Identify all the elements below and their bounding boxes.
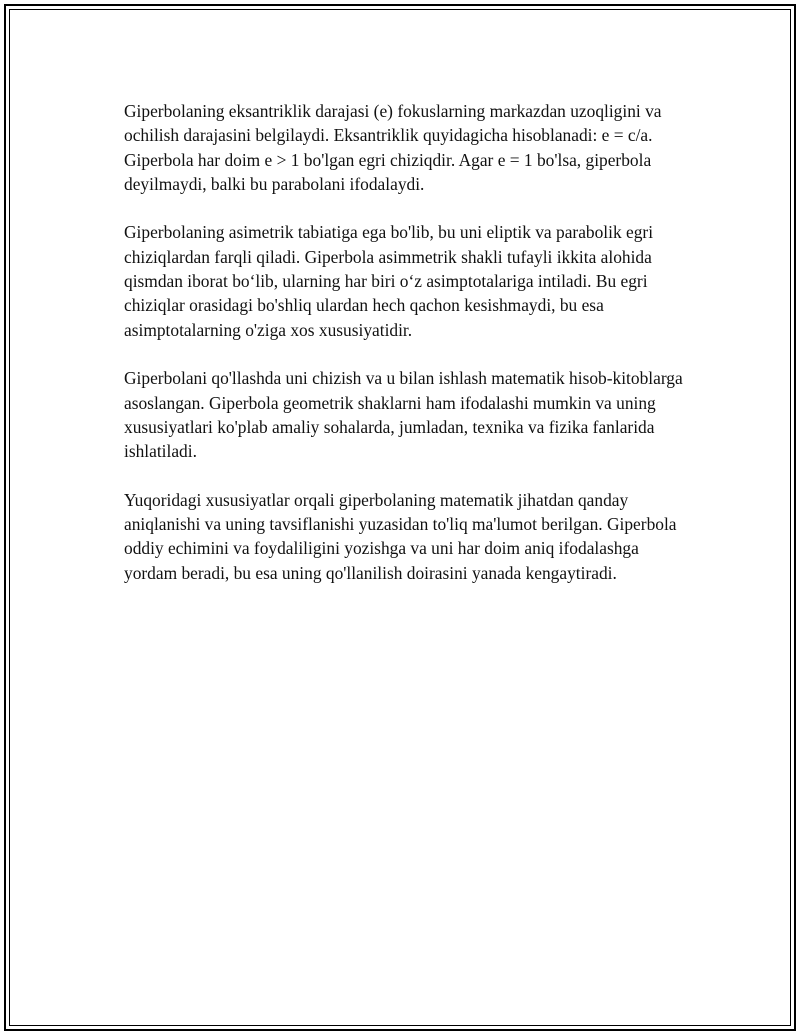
paragraph-summary: Yuqoridagi xususiyatlar orqali giperbolaning matematik jihatdan qanday aniqlanishi va uning tavsiflanishi yuzasidan to'liq ma'lumot berilgan. Giperbola oddiy echimini va foydaliligini yozishga va uni har doim aniq ifodalashga yordam beradi, bu esa uning qo'llanilish doirasini yanada kengaytiradi. <box>124 489 677 583</box>
document-body <box>124 99 696 609</box>
paragraph-asymmetry: Giperbolaning asimetrik tabiatiga ega bo'lib, bu uni eliptik va parabolik egri chiziqlardan farqli qiladi. Giperbola asimmetrik shakli tufayli ikkita alohida qismdan iborat bo‘lib, ularning har biri o‘z asimptotalariga intiladi. Bu egri chiziqlar orasidagi bo'shliq ulardan hech qachon kesishmaydi, bu esa asimptotalarning o'ziga xos xususiyatidir. <box>124 222 654 340</box>
paragraph-eccentricity: Giperbolaning eksantriklik darajasi (e) fokuslarning markazdan uzoqligini va ochilish darajasini belgilaydi. Eksantriklik quyidagicha hisoblanadi: e = c/a. Giperbola har doim e > 1 bo'lgan egri chiziqdir. Agar e = 1 bo'lsa, giperbola deyilmaydi, balki bu parabolani ifodalaydi. <box>124 101 662 194</box>
page-border <box>4 4 796 1031</box>
paragraph-applications: Giperbolani qo'llashda uni chizish va u bilan ishlash matematik hisob-kitoblarga asoslangan. Giperbola geometrik shaklarni ham ifodalashi mumkin va uning xususiyatlari ko'plab amaliy sohalarda, jumladan, texnika va fizika fanlarida ishlatiladi. <box>124 368 683 462</box>
